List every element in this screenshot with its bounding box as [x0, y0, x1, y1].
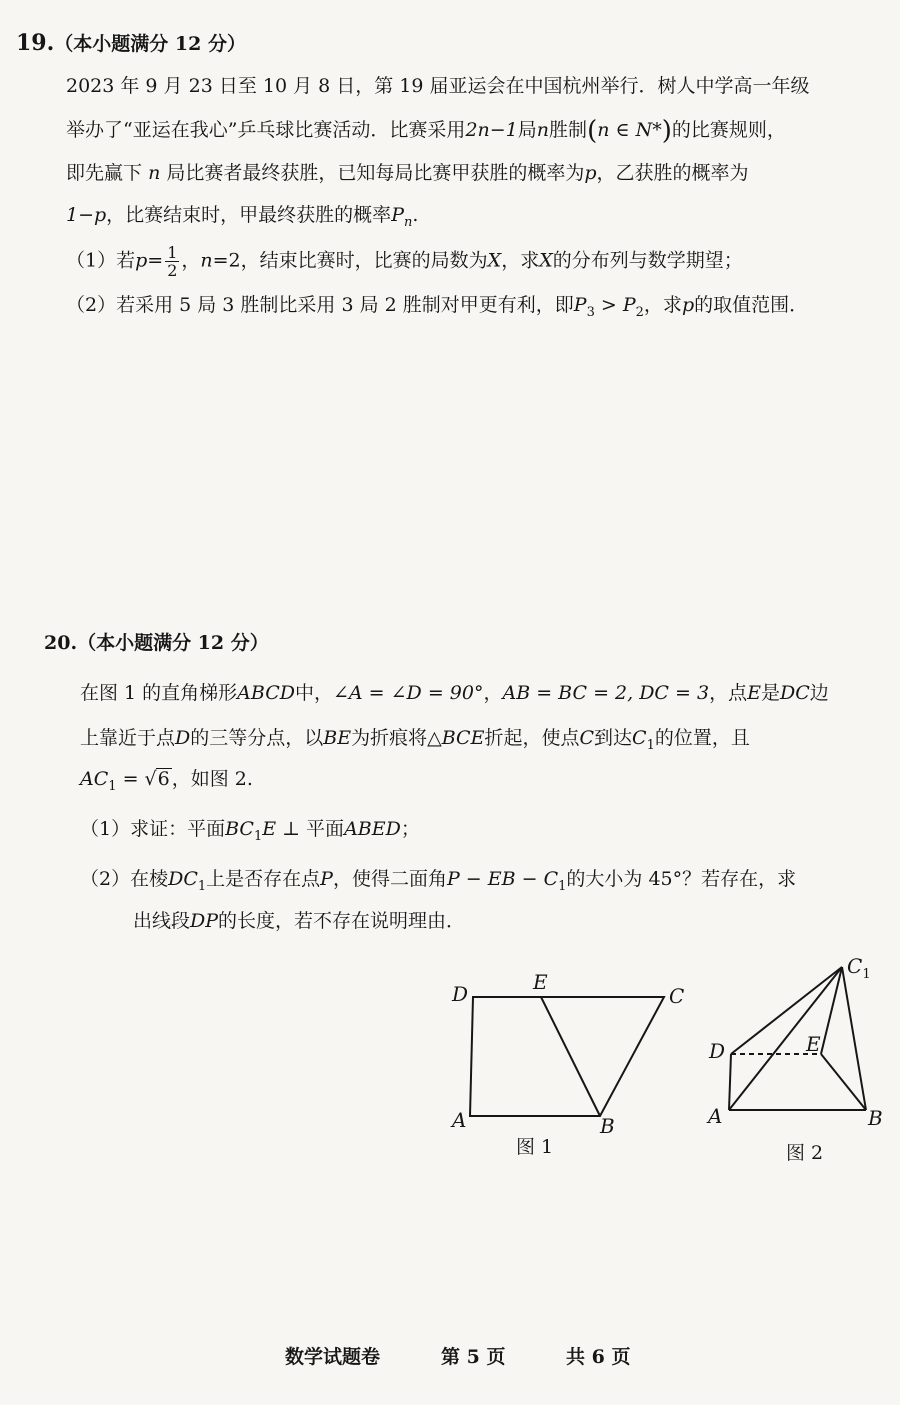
q19-text: 即先赢下	[66, 162, 143, 184]
q19-heading	[16, 30, 246, 57]
q20-part-1	[80, 816, 420, 850]
q19-text: ，比赛结束时，甲最终获胜的概率	[106, 204, 392, 226]
q19-text: （1）若	[66, 249, 136, 272]
q20-text: （2）在棱	[80, 868, 169, 890]
q19-math: X	[487, 249, 502, 272]
q20-math: DC	[168, 868, 198, 890]
q20-math: AB = BC = 2, DC = 3	[502, 682, 710, 704]
q20-text: ，点	[709, 682, 748, 704]
q19-text: .	[412, 204, 419, 226]
q19-line-4	[66, 202, 418, 236]
q19-text: ，求	[501, 249, 540, 272]
edge-bc1	[842, 967, 866, 1110]
q19-math: n	[200, 249, 213, 272]
q19-math: n ∈ N*	[597, 119, 662, 141]
q19-text: ，乙获胜的概率为	[596, 162, 749, 184]
q19-text: ，求	[643, 294, 682, 316]
q20-text: （1）求证：平面	[80, 818, 226, 840]
q19-line-3	[66, 160, 749, 186]
footer-page-number: 第 5 页	[441, 1346, 506, 1368]
fig2-label-c1: $C_1$	[847, 955, 871, 982]
q19-text: 2023 年 9 月 23 日至 10 月 8 日，第 19 届亚运会在中国杭州举行．树人中学高一年级	[66, 75, 810, 97]
q20-math: P − EB − C	[446, 868, 559, 890]
edge-dc1	[731, 967, 842, 1054]
q20-text: ⊥ 平面	[276, 818, 345, 840]
fig2-label-d: D	[709, 1039, 726, 1063]
q20-math: BC	[225, 818, 254, 840]
fig1-label-d: D	[452, 982, 469, 1006]
q19-header: （本小题满分 12 分）	[54, 33, 246, 55]
q19-math: 3	[586, 304, 595, 320]
q19-math: X	[539, 249, 553, 272]
q20-math: D	[175, 727, 191, 749]
fig1-label-a: A	[452, 1108, 467, 1132]
q20-part-2	[80, 866, 796, 900]
segment-eb	[541, 997, 600, 1116]
q19-text: =2，结束比赛时，比赛的局数为	[212, 249, 488, 272]
q20-text: 到达	[594, 727, 633, 749]
trapezoid-abcd	[470, 997, 664, 1116]
q20-text: 上靠近于点	[80, 727, 176, 749]
q19-text: 的分布列与数学期望；	[552, 249, 743, 272]
q20-text: 的长度，若不存在说明理由．	[218, 910, 466, 932]
q19-part-2	[66, 292, 808, 326]
q19-text: ，	[181, 249, 201, 272]
q19-text: 胜制	[549, 119, 588, 141]
fraction-numerator: 1	[167, 243, 178, 262]
q20-text: 边	[809, 682, 829, 704]
q20-math: BE	[323, 727, 352, 749]
q19-text: 的取值范围．	[694, 294, 809, 316]
q20-number: 20.	[44, 632, 78, 654]
q20-text: 中，	[294, 682, 333, 704]
q19-math: P	[391, 204, 404, 226]
fig1-label-e: E	[533, 970, 548, 994]
q19-math: 2n−1	[465, 119, 518, 141]
q20-part-2-cont	[133, 908, 465, 934]
fraction-denominator: 2	[167, 261, 178, 280]
q20-header: （本小题满分 12 分）	[77, 632, 269, 654]
q20-text: 为折痕将	[351, 727, 428, 749]
q19-math: n	[148, 162, 161, 184]
q20-text: ，	[483, 682, 503, 704]
q20-math: 6	[157, 768, 170, 790]
figure-1-diagram	[470, 997, 664, 1116]
q20-text: 折起，使点	[484, 727, 580, 749]
q19-part-1	[66, 244, 743, 279]
q20-math: AC	[80, 768, 109, 790]
q20-text: ，使得二面角	[332, 868, 447, 890]
q19-math: p	[135, 249, 148, 272]
q20-math: DC	[779, 682, 810, 704]
q20-text: ，如图 2.	[171, 768, 253, 790]
figures	[0, 955, 900, 1215]
q19-math: P	[573, 294, 587, 316]
edge-be	[821, 1054, 866, 1110]
q19-math: P	[622, 294, 636, 316]
q19-text: 局比赛者最终获胜，已知每局比赛甲获胜的概率为	[166, 162, 585, 184]
q20-text: 是	[760, 682, 780, 704]
q20-math: △BCE	[427, 727, 485, 749]
q20-math: C	[579, 727, 595, 749]
q20-line-2	[80, 725, 750, 759]
q20-math: = √	[116, 768, 157, 790]
q20-math: 1	[108, 778, 117, 794]
fig2-caption: 图 2	[786, 1142, 824, 1164]
q20-math: 1	[646, 737, 655, 753]
figure-2-diagram	[729, 967, 866, 1110]
q20-math: DP	[190, 910, 219, 932]
q19-math: n	[403, 214, 413, 230]
q19-math: =	[147, 249, 164, 272]
q19-math: p	[584, 162, 597, 184]
q20-text: ；	[400, 818, 420, 840]
q20-math: P	[320, 868, 333, 890]
q20-math: E	[747, 682, 761, 704]
fraction-one-half	[165, 244, 179, 279]
q20-math: ABCD	[237, 682, 295, 704]
q20-math: 1	[253, 828, 263, 844]
q20-heading	[44, 630, 269, 656]
q20-math: 1	[197, 878, 207, 894]
q20-math: ∠A = ∠D = 90°	[333, 682, 484, 704]
q19-line-1	[66, 73, 810, 99]
q20-math: 1	[558, 878, 567, 894]
q20-line-1	[80, 680, 829, 706]
q19-text: （2）若采用 5 局 3 胜制比采用 3 局 2 胜制对甲更有利，即	[66, 294, 574, 316]
q20-math: E	[262, 818, 277, 840]
q19-text: 举办了“亚运在我心”乒乓球比赛活动．比赛采用	[66, 119, 466, 141]
q19-line-2: 举办了“亚运在我心”乒乓球比赛活动．比赛采用2n−1局n胜制(n ∈ N*)的比赛规则，	[66, 116, 786, 146]
footer-total-pages: 共 6 页	[566, 1346, 631, 1368]
edge-da	[729, 1054, 731, 1110]
q19-math: n	[536, 119, 550, 141]
fig1-label-b: B	[600, 1114, 615, 1138]
q20-text: 的三等分点，以	[190, 727, 324, 749]
q20-text: 在图 1 的直角梯形	[80, 682, 238, 704]
footer-subject: 数学试题卷	[285, 1346, 381, 1368]
q20-line-3	[80, 766, 253, 800]
q20-math: C	[632, 727, 647, 749]
fig2-label-e: E	[806, 1032, 821, 1056]
q19-text: 局	[517, 119, 537, 141]
q19-number: 19.	[16, 30, 55, 56]
fig1-label-c: C	[669, 984, 685, 1008]
q20-text: 的大小为 45°？若存在，求	[566, 868, 797, 890]
q19-math: >	[594, 294, 623, 316]
fig1-caption: 图 1	[516, 1136, 554, 1158]
q19-math: 1−p	[66, 204, 107, 226]
q19-math: p	[681, 294, 695, 316]
q20-math: ABED	[344, 818, 401, 840]
q20-text: 的位置，且	[654, 727, 750, 749]
q20-text: 出线段	[133, 910, 191, 932]
q20-text: 上是否存在点	[206, 868, 321, 890]
q19-text: 的比赛规则，	[671, 119, 786, 141]
fig2-label-a: A	[708, 1104, 723, 1128]
q19-math: 2	[635, 304, 644, 320]
fig2-label-b: B	[868, 1106, 883, 1130]
